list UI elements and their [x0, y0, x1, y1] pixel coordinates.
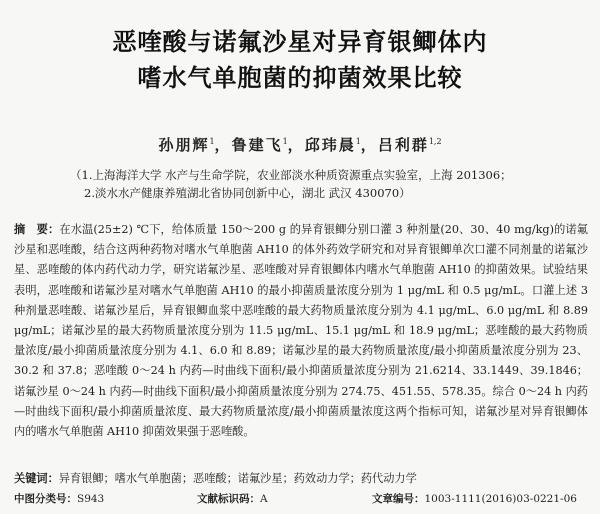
- clc-value: S943: [77, 493, 105, 505]
- author-name: 鲁建飞: [231, 136, 283, 154]
- author-separator: ，: [287, 136, 305, 154]
- author-separator: ，: [214, 136, 232, 154]
- clc-label: 中图分类号：: [14, 493, 77, 505]
- keywords-label: 关键词：: [14, 472, 59, 485]
- author-name: 吕利群: [377, 136, 429, 154]
- abstract-text: 在水温(25±2) ℃下，给体质量 150～200 g 的异育银鲫分别口灌 3 种剂量(20、30、40 mg/kg)的诺氟沙星和恶喹酸，结合这两种药物对嗜水气单胞菌 AH10 的体外药效学研究和对异育银鲫单次口灌不同剂量的诺氟沙星、恶喹酸的体内药代动力学，研究诺氟沙星、恶喹酸对异育银鲫体内嗜水气单胞菌 AH10 的抑菌效果。试验结果表明，恶喹酸和诺氟沙星对嗜水气单胞菌 AH10 的最小抑菌质量浓度分别为 1 μg/mL 和 0.5 μg/mL。口灌上述 3 种剂量恶喹酸、诺氟沙星后，异育银鲫血浆中恶喹酸的最大药物质量浓度分别为 4.1 μg/mL、6.0 μg/mL 和 8.89 μg/mL；诺氟沙星的最大药物质量浓度分别为 11.5 μg/mL、15.1 μg/mL 和 18.9 μg/mL；恶喹酸的最大药物质量浓度/最小抑菌质量浓度分别为 4.1、6.0 和 8.89；诺氟沙星的最大药物质量浓度/最小抑菌质量浓度分别为 23、30.2 和 37.8；恶喹酸 0～24 h 内药—时曲线下面积/最小抑菌质量浓度分别为 21.6214、33.1449、39.1846；诺氟沙星 0～24 h 内药—时曲线下面积/最小抑菌质量浓度分别为 274.75、451.55、578.35。综合 0～24 h 内药—时曲线下面积/最小抑菌质量浓度、最大药物质量浓度/最小抑菌质量浓度这两个指标可知，诺氟沙星对异育银鲫体内的嗜水气单胞菌 AH10 抑菌效果强于恶喹酸。: [14, 223, 588, 439]
- author-affil-mark: 1,2: [428, 137, 442, 146]
- abstract: [14, 220, 588, 442]
- article-no-label: 文章编号：: [372, 493, 425, 505]
- affiliation-line-1: （1.上海海洋大学 水产与生命学院，农业部淡水种质资源重点实验室，上海 201306；: [70, 168, 512, 182]
- clc-number: [14, 491, 104, 506]
- title-line-2: 嗜水气单胞菌的抑菌效果比较: [137, 64, 463, 92]
- author-affil-mark: 1: [209, 137, 215, 146]
- author-affil-mark: 1: [282, 137, 288, 146]
- article-metadata: [14, 491, 588, 509]
- article-number: [372, 491, 577, 506]
- keywords-text: 异育银鲫；嗜水气单胞菌；恶喹酸；诺氟沙星；药效动力学；药代动力学: [58, 472, 417, 485]
- author-affil-mark: 1: [355, 137, 361, 146]
- document-code: [197, 491, 268, 506]
- abstract-label: 摘 要：: [14, 223, 60, 236]
- author-name: 邱玮晨: [304, 136, 356, 154]
- doc-code-value: A: [260, 493, 268, 505]
- doc-code-label: 文献标识码：: [197, 493, 260, 505]
- author-name: 孙朋辉: [158, 136, 210, 154]
- author-separator: ，: [360, 136, 378, 154]
- author-list: [0, 134, 600, 155]
- affiliation-line-2: 2.淡水水产健康养殖湖北省协同创新中心，湖北 武汉 430070）: [84, 186, 411, 200]
- keywords: [14, 470, 588, 486]
- title-line-1: 恶喹酸与诺氟沙星对异育银鲫体内: [112, 28, 488, 56]
- article-no-value: 1003-1111(2016)03-0221-06: [424, 493, 577, 505]
